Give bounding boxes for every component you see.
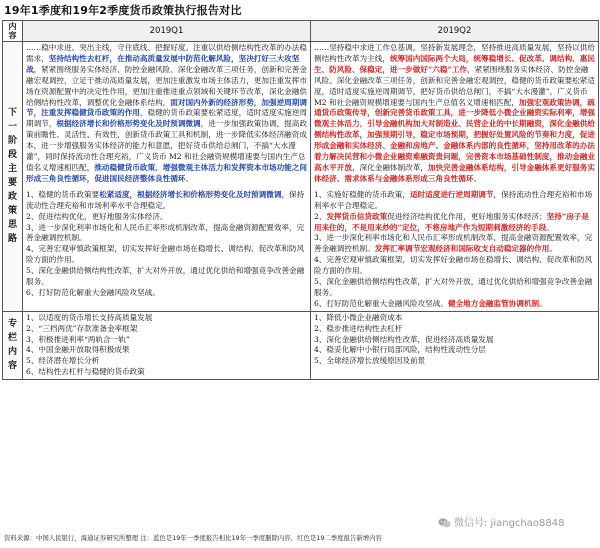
q2-columns-cell <box>311 311 599 379</box>
list-item: 6、结构性去杠杆与稳健的货币政策 <box>26 367 145 377</box>
text-segment: 6、打好防范化解重大金融风险攻坚战。 <box>314 298 448 308</box>
text-segment: ，稳健的货币政策要松紧适度，适时适度实施逆周期调节， <box>26 108 307 129</box>
list-item <box>26 288 307 299</box>
header-content: 内容 <box>3 21 23 42</box>
text-segment: 3、进一步深化利率市场化和人民币汇率形成机制改革，提高金融资源配置效率，完善金融调控机制。 <box>314 233 593 254</box>
text-segment: 4、完善宏观审慎政策框架，切实发挥好金融市场在稳增长、调结构、促改革和防风险方面的作用。 <box>26 244 305 265</box>
text-segment: 6、打好防范化解重大金融风险攻坚战。 <box>26 287 160 297</box>
list-item <box>26 244 307 266</box>
added-text: 发挥汇率调节宏观经济和国际收支自动稳定器的作用 <box>374 244 550 254</box>
text-segment: ……稳中求进、突出主线，守住底线、把握好度。注重以供给侧结构性改革的办法稳需求， <box>26 43 307 63</box>
list-item <box>314 277 595 299</box>
list-item <box>314 212 595 234</box>
list-item: 5、经济潜在增长分析 <box>26 356 100 366</box>
q2-columns-list <box>314 313 595 368</box>
q2-policy-paragraph <box>314 43 595 185</box>
text-segment: ，进一步加强政策协调，提高政策前瞻性、灵活性、有效性，创新货币政策工具和机制，进一步降低实体经济融资成本，进一步增强服务实体经济的能力和意愿，把好货币供给总闸门，不搞“大水漫灌”，同时保持流动性合理充裕，广义货币 M2 和社会融资规模增速要与国内生产总值名义增速相匹配， <box>26 119 307 172</box>
q2-policy-list <box>314 190 595 310</box>
q1-policy-paragraph <box>26 43 307 185</box>
list-item <box>314 255 595 277</box>
wechat-icon <box>438 518 451 528</box>
header-q2: 2019Q2 <box>311 21 599 42</box>
removed-text: 推动稳健货币政策、增强微观主体活力和发挥资本市场功能之间形成三角良性循环，促进国民经济整体良性循环 <box>26 162 307 183</box>
list-item <box>26 190 307 212</box>
text-segment: 1、稳健的货币政策要 <box>26 189 100 199</box>
header-q1: 2019Q1 <box>23 21 311 42</box>
list-item <box>314 299 595 310</box>
text-segment: ，保持流动性合理充裕和市场利率水平合理稳定。 <box>314 189 593 210</box>
added-text: 加快完善金融体系结构，引导金融体系更好服务实体经济、需求体系与金融体系形成三角良性循环 <box>314 162 595 183</box>
list-item: 5、全球经济增长放缓原因及前景 <box>314 356 426 366</box>
added-text: 坚持“房子是用来住的，不是用来炒的”定位，不将房地产作为短期刺激经济的手段 <box>314 211 589 232</box>
text-segment: ，紧紧围绕服务实体经济、防控金融风险、深化金融改革三项任务，创新和完善金融宏观调控，立足于推动高质量发展，更加注重激发市场主体活力，更加注重发挥市场在资源配置中的决定性作用，更加注重推进重点领域和关键环节改革，深化金融供给侧结构性改革，调整优化金融体系结构， <box>26 64 307 107</box>
list-item: 3、积极推进利率“两轨合一轨” <box>26 334 130 344</box>
comparison-table <box>2 20 599 380</box>
removed-text: 根据经济增长和价格形势变化及时预调微调 <box>56 119 201 129</box>
text-segment: 4、完善宏观审慎政策框架，切实发挥好金融市场在稳增长、调结构、促改革和防风险方面的作用。 <box>314 255 593 276</box>
list-item: 3、深化金融供给侧结构性改革，促进经济高质量发展 <box>314 334 494 344</box>
list-item: 4、中国金融开放取得积极成果 <box>26 345 130 355</box>
text-segment: 。 <box>539 298 547 308</box>
list-item: 1、以适度的货币增长支持高质量发展 <box>26 312 153 322</box>
text-segment: 。 <box>546 222 554 232</box>
removed-text: 松紧适度，根据经济增长和价格形势变化及时预调微调 <box>99 189 282 199</box>
list-item: 2、稳步推进结构性去杠杆 <box>314 323 403 333</box>
list-item <box>26 212 307 223</box>
text-segment: 。 <box>185 173 194 183</box>
watermark <box>438 514 564 529</box>
q1-policy-cell <box>23 42 311 312</box>
added-text: 适时适度进行逆周期调节 <box>409 189 494 199</box>
text-segment: 5、深化金融供给侧结构性改革，扩大对外开放，通过优化供给和增强竞争改善金融服务。 <box>314 277 593 297</box>
removed-text: 面对国内外新的经济形势，加强逆周期调节，注重发挥稳健货币政策的作用 <box>26 97 307 118</box>
text-segment: 5、深化金融供给侧结构性改革，扩大对外开放，通过优化供给和增强竞争改善金融服务。 <box>26 266 305 287</box>
text-segment: ，保持流动性合理充裕和市场利率水平合理稳定。 <box>26 189 305 210</box>
text-segment: 1、实施好稳健的货币政策， <box>314 189 410 199</box>
text-segment: 。 <box>549 244 557 254</box>
list-item: 2、“三档两优”存款准备金率框架 <box>26 323 138 333</box>
text-segment: 促进经济结构优化作用，更好地服务实体经济； <box>387 211 547 221</box>
text-segment: 3、进一步深化利率市场化和人民币汇率形成机制改革，提高金融资源配置效率，完善金融调控机制。 <box>26 222 305 243</box>
footnote: 资料来源：中国人民银行，海通证券研究所整理 注：蓝色是19年一季度报告相比19年一季度删除内容，红色是19二季度报告新增内容 <box>4 534 382 542</box>
removed-text: 坚持结构性去杠杆，在推动高质量发展中防范化解风险，坚决打好三大攻坚战 <box>26 53 300 74</box>
page-title: 19年1季度和19年2季度货币政策执行报告对比 <box>4 4 242 17</box>
row-label-columns: 专栏内容 <box>3 311 23 379</box>
added-text: 统筹国内国际两个大局，统筹稳增长、促改革、调结构、惠民生、防风险、保稳定，进一步做好“六稳”工作 <box>314 53 595 74</box>
text-segment: ， <box>359 119 368 129</box>
list-item <box>314 233 595 255</box>
text-segment: ，深化金融体制改革， <box>351 162 428 172</box>
row-label-policy: 下一阶段主要政策思路 <box>3 42 23 312</box>
text-segment: ，紧紧围绕服务实体经济、防控金融风险、深化金融改革三项任务，创新和完善金融宏观调控，稳健的货币政策要松紧适度，适时适度实施逆周期调节，把好货币供给总闸门，不搞“大水漫灌”，广义货币 M2 和社会融资规模增速要与国内生产总值名义增速相匹配， <box>314 64 595 107</box>
list-item: 4、稳妥化解中小银行局部风险，结构性流动性分层 <box>314 345 486 355</box>
text-segment: 2、促进结构优化，更好地服务实体经济。 <box>26 211 168 221</box>
q1-columns-list <box>26 313 307 378</box>
watermark-text: 微信号: jiangchao8848 <box>454 518 565 529</box>
added-text: 健全地方金融监管协调机制 <box>447 298 540 308</box>
list-item <box>26 223 307 245</box>
q2-policy-cell <box>311 42 599 312</box>
text-segment: 。 <box>473 173 482 183</box>
list-item: 1、降低小微企业融资成本 <box>314 312 403 322</box>
added-text: 引导金融机构加大对制造业、民营企业的中长期融资，深化金融供给侧结构性改革，加强预期引导，稳定市场预期，把握好处置风险的节奏和力度，促进形成金融和实体经济、金融和房地产、金融体系内部的良性循环，坚持用改革的办法着力解决民营和小微企业融资难融资贵问题，完善资本市场基础性制度，推动金融业高水平开放 <box>314 119 595 172</box>
q1-policy-list <box>26 190 307 299</box>
q1-columns-cell <box>23 311 311 379</box>
text-segment: ……坚持稳中求进工作总基调，坚持新发展理念，坚持推进高质量发展，坚持以供给侧结构性改革为主线， <box>314 43 595 63</box>
list-item <box>26 266 307 288</box>
added-text: 发挥货币信贷政策 <box>326 211 388 221</box>
added-text: 加强宏观政策协调，疏通货币政策传导，创新完善货币政策工具，进一步降低小微企业融资实际利率，增强微观主体活力 <box>314 97 595 129</box>
text-segment: 2、 <box>314 211 327 221</box>
list-item <box>314 190 595 212</box>
